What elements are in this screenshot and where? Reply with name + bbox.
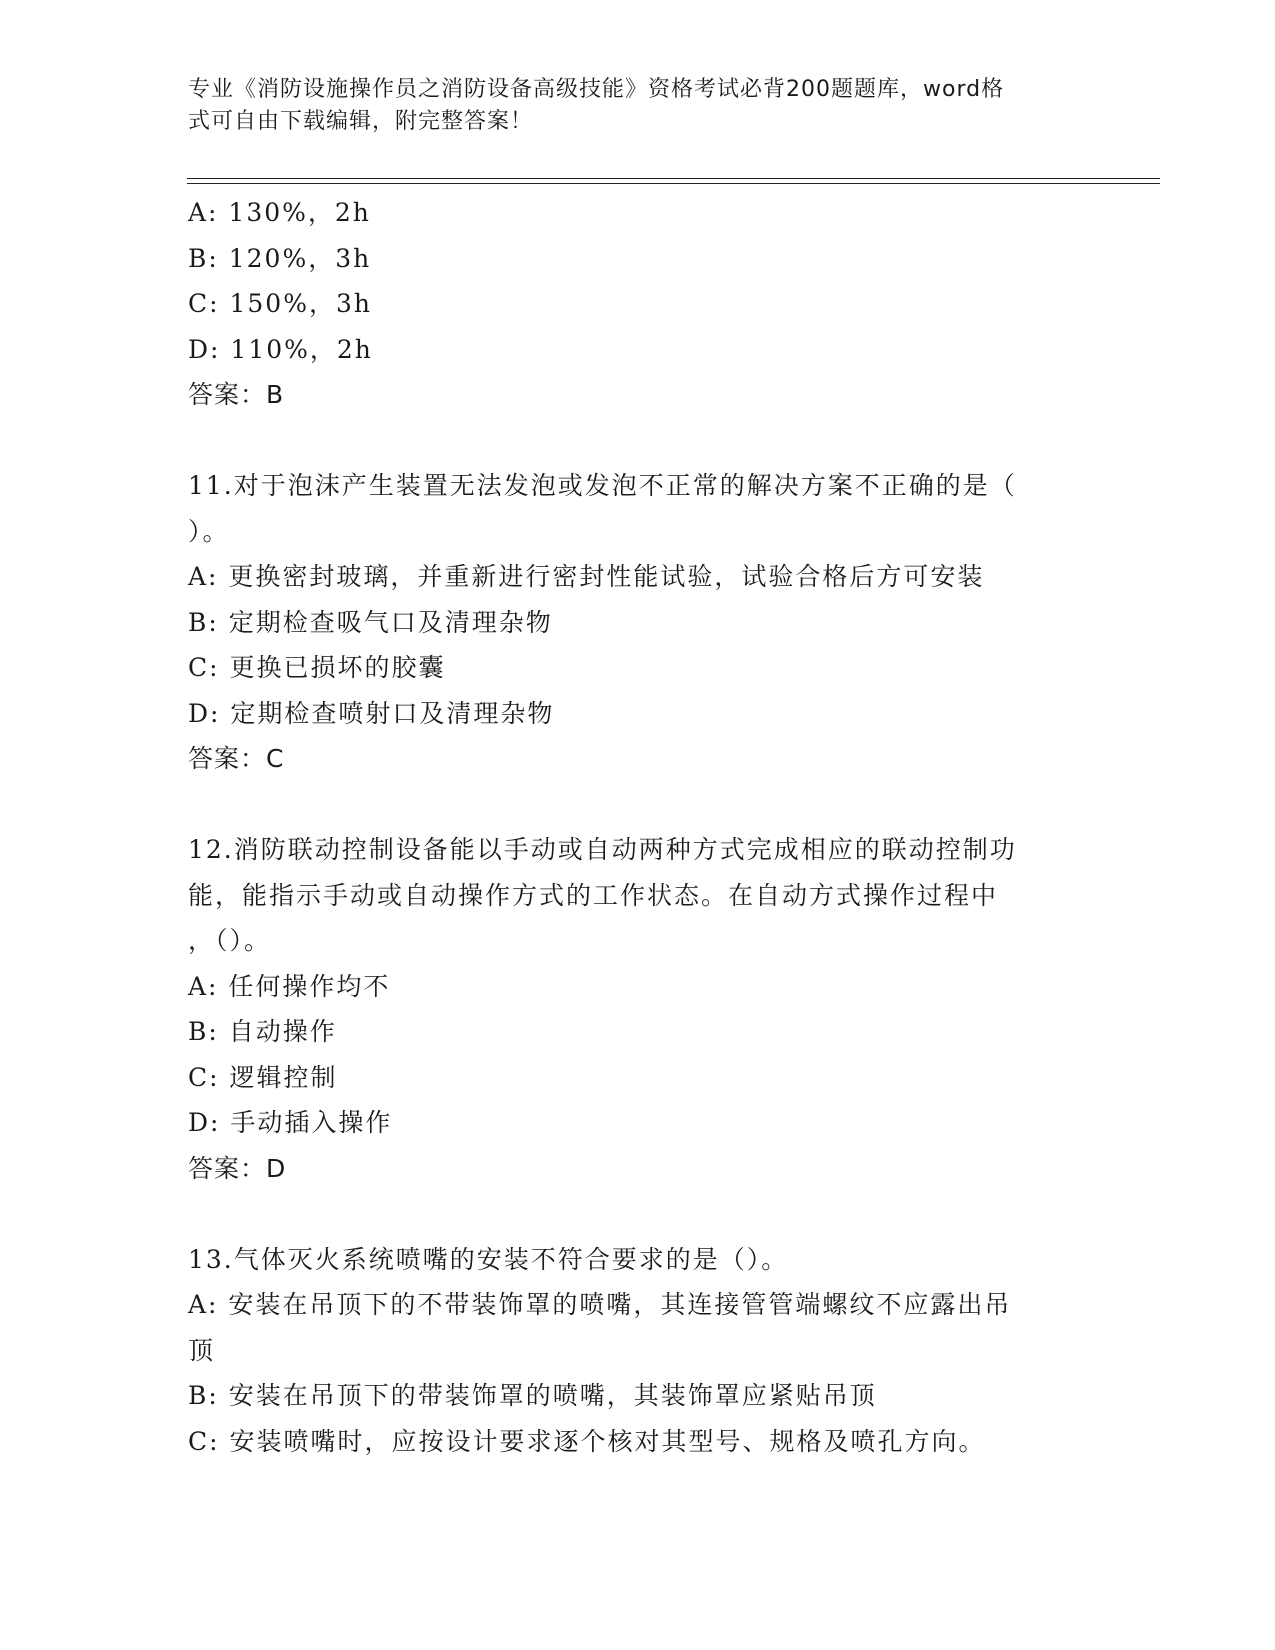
option-c: C: 安装喷嘴时，应按设计要求逐个核对其型号、规格及喷孔方向。	[188, 1426, 986, 1456]
document-header	[188, 74, 1088, 138]
option-a: A: 安装在吊顶下的不带装饰罩的喷嘴，其连接管管端螺纹不应露出吊	[188, 1290, 1012, 1319]
option-b: B: 定期检查吸气口及清理杂物	[188, 607, 553, 637]
header-line-2: 式可自由下载编辑，附完整答案！	[188, 109, 534, 134]
question-stem-line: 12.消防联动控制设备能以手动或自动两种方式完成相应的联动控制功	[188, 835, 1017, 864]
header-divider-bottom	[187, 183, 1160, 184]
spacer	[188, 782, 1088, 828]
question-stem-line: 13.气体灭火系统喷嘴的安装不符合要求的是（）。	[188, 1244, 789, 1274]
question-stem-line: ，（）。	[188, 926, 272, 955]
answer-line: 答案：D	[188, 1153, 287, 1183]
question-stem-line: ）。	[188, 516, 230, 546]
question-13	[188, 1237, 1088, 1465]
option-b: B: 120%，3h	[188, 243, 372, 273]
question-content	[188, 190, 1088, 1464]
spacer	[188, 1191, 1088, 1237]
question-12	[188, 827, 1088, 1191]
answer-line: 答案：B	[188, 380, 285, 409]
option-b: B: 安装在吊顶下的带装饰罩的喷嘴，其装饰罩应紧贴吊顶	[188, 1381, 877, 1410]
option-a: A: 130%，2h	[188, 198, 371, 227]
option-a-continued: 顶	[188, 1335, 216, 1365]
option-c: C: 逻辑控制	[188, 1062, 338, 1092]
option-a: A: 更换密封玻璃，并重新进行密封性能试验，试验合格后方可安装	[188, 562, 985, 591]
header-divider-top	[187, 178, 1160, 179]
answer-line: 答案：C	[188, 744, 285, 773]
question-stem-line: 能，能指示手动或自动操作方式的工作状态。在自动方式操作过程中	[188, 880, 999, 910]
spacer	[188, 418, 1088, 464]
option-b: B: 自动操作	[188, 1017, 337, 1046]
option-c: C: 更换已损坏的胶囊	[188, 653, 446, 682]
option-d: D: 手动插入操作	[188, 1108, 393, 1137]
option-c: C: 150%，3h	[188, 289, 372, 318]
header-line-1: 专业《消防设施操作员之消防设备高级技能》资格考试必背200题题库，word格	[188, 77, 1005, 102]
question-stem-line: 11.对于泡沫产生装置无法发泡或发泡不正常的解决方案不正确的是（	[188, 471, 1017, 500]
option-d: D: 110%，2h	[188, 334, 373, 364]
option-d: D: 定期检查喷射口及清理杂物	[188, 698, 555, 728]
question-11	[188, 463, 1088, 782]
question-10	[188, 190, 1088, 418]
option-a: A: 任何操作均不	[188, 971, 391, 1001]
